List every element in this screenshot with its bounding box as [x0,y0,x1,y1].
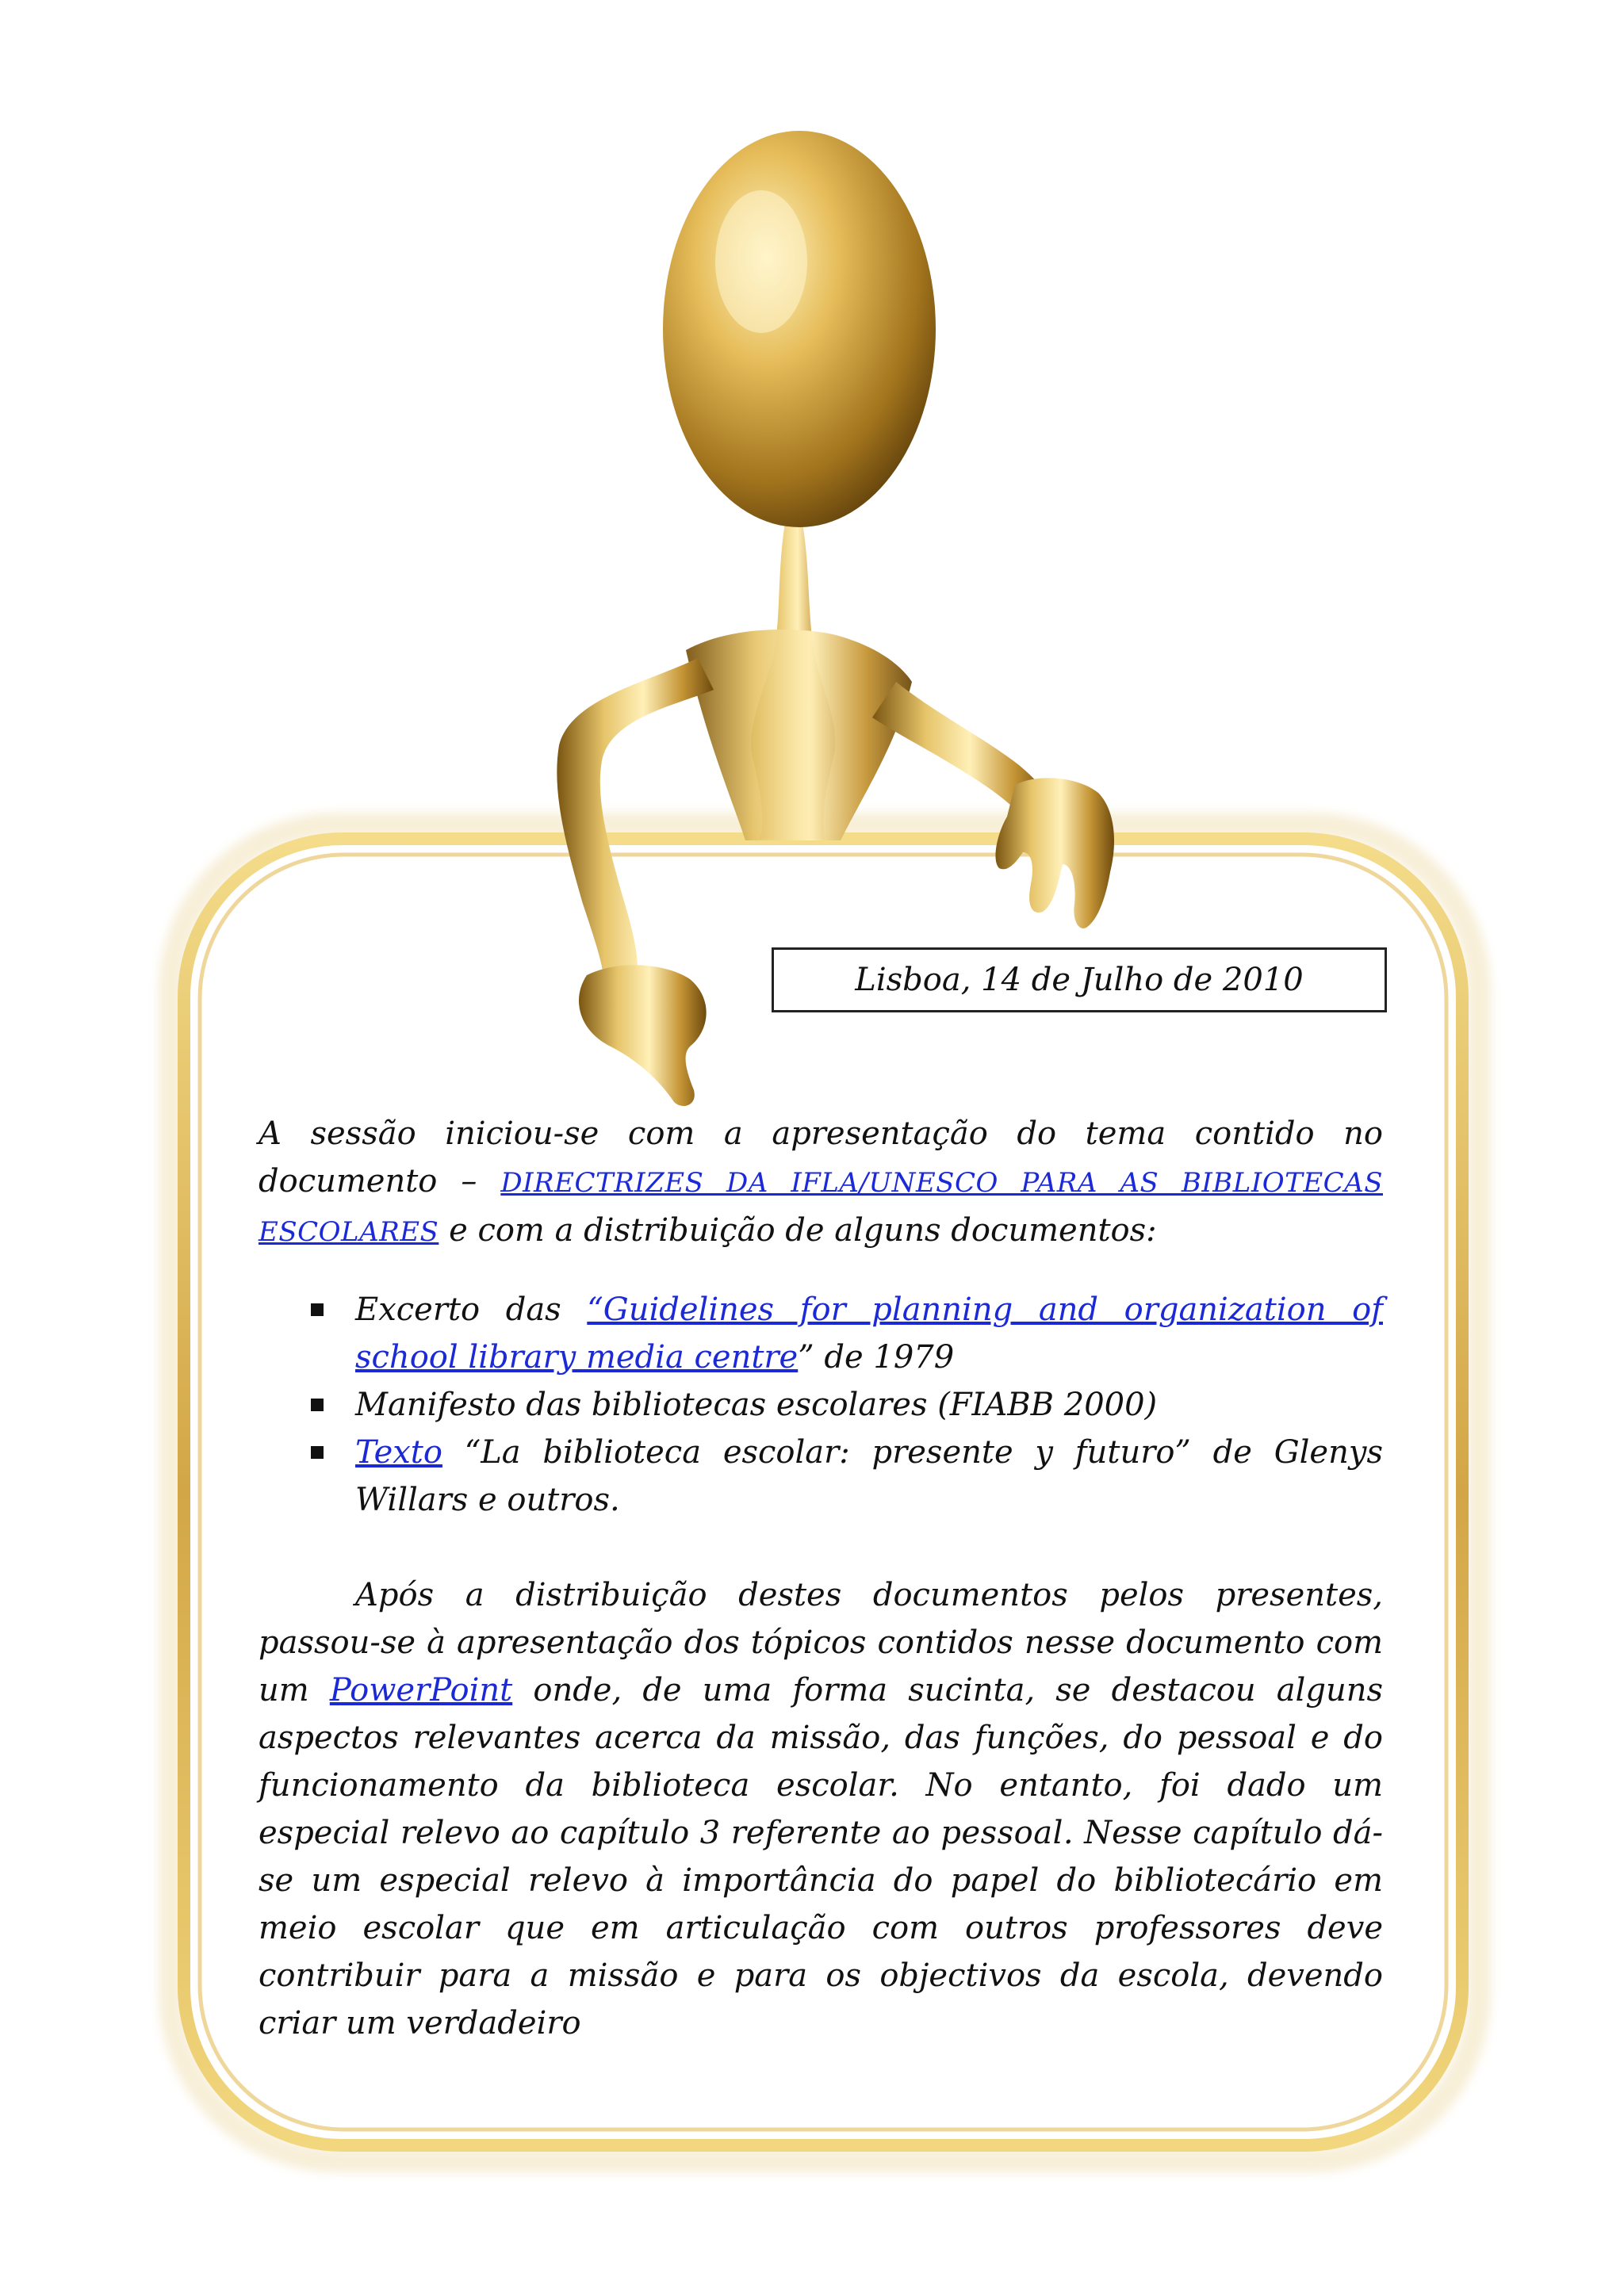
bullet-1-after: ” de 1979 [798,1339,955,1376]
directrizes-link[interactable]: DIRECTRIZES DA IFLA/UNESCO PARA AS BIBLIOTECAS ESCOLARES [259,1167,1383,1248]
para2-part3: . Nesse capítulo dá-se um especial relevo à importância do papel do bibliotecário em meio escolar que em articulação com outros professores deve contribuir para a missão e para os objectivos da escola, devendo criar um verdadeiro [259,1815,1383,2042]
date-box [772,947,1387,1012]
para2-part2: onde, de uma forma sucinta, se destacou alguns aspectos relevantes acerca da missão, das funções, do pessoal e do funcionamento da biblioteca escolar. No entanto, foi dado um especial relevo ao capítulo 3 referente ao [259,1672,1383,1851]
square-bullet-icon [311,1446,324,1459]
guidelines-link[interactable]: “Guidelines for planning and organization of school library media centre [355,1292,1383,1376]
body-text [259,1110,1383,2047]
bullet-2-text: Manifesto das bibliotecas escolares (FIABB 2000) [355,1387,1158,1423]
texto-link[interactable]: Texto [355,1434,442,1471]
date-text: Lisboa, 14 de Julho de 2010 [855,962,1304,998]
intro-paragraph [259,1110,1383,1256]
intro-part2: e com a distribuição de alguns documentos: [449,1212,1157,1249]
para2-part1: Após a distribuição destes documentos pelos presentes, passou-se à apresentação dos tópicos contidos nesse documento com um [259,1577,1383,1709]
summary-paragraph [259,1571,1383,2047]
intro-part1: A sessão iniciou-se com a apresentação do tema contido no documento – [259,1115,1383,1200]
documents-list [259,1286,1383,1524]
list-item [355,1381,1383,1429]
bullet-1-before: Excerto das [355,1292,588,1328]
list-item [355,1286,1383,1381]
powerpoint-link[interactable]: PowerPoint [329,1672,513,1709]
square-bullet-icon [311,1399,324,1411]
bullet-3-after: “La biblioteca escolar: presente y futuro” de Glenys Willars e outros. [355,1434,1383,1518]
list-item [355,1429,1383,1524]
pessoal-emphasis: pessoal [940,1815,1063,1851]
square-bullet-icon [311,1303,324,1316]
